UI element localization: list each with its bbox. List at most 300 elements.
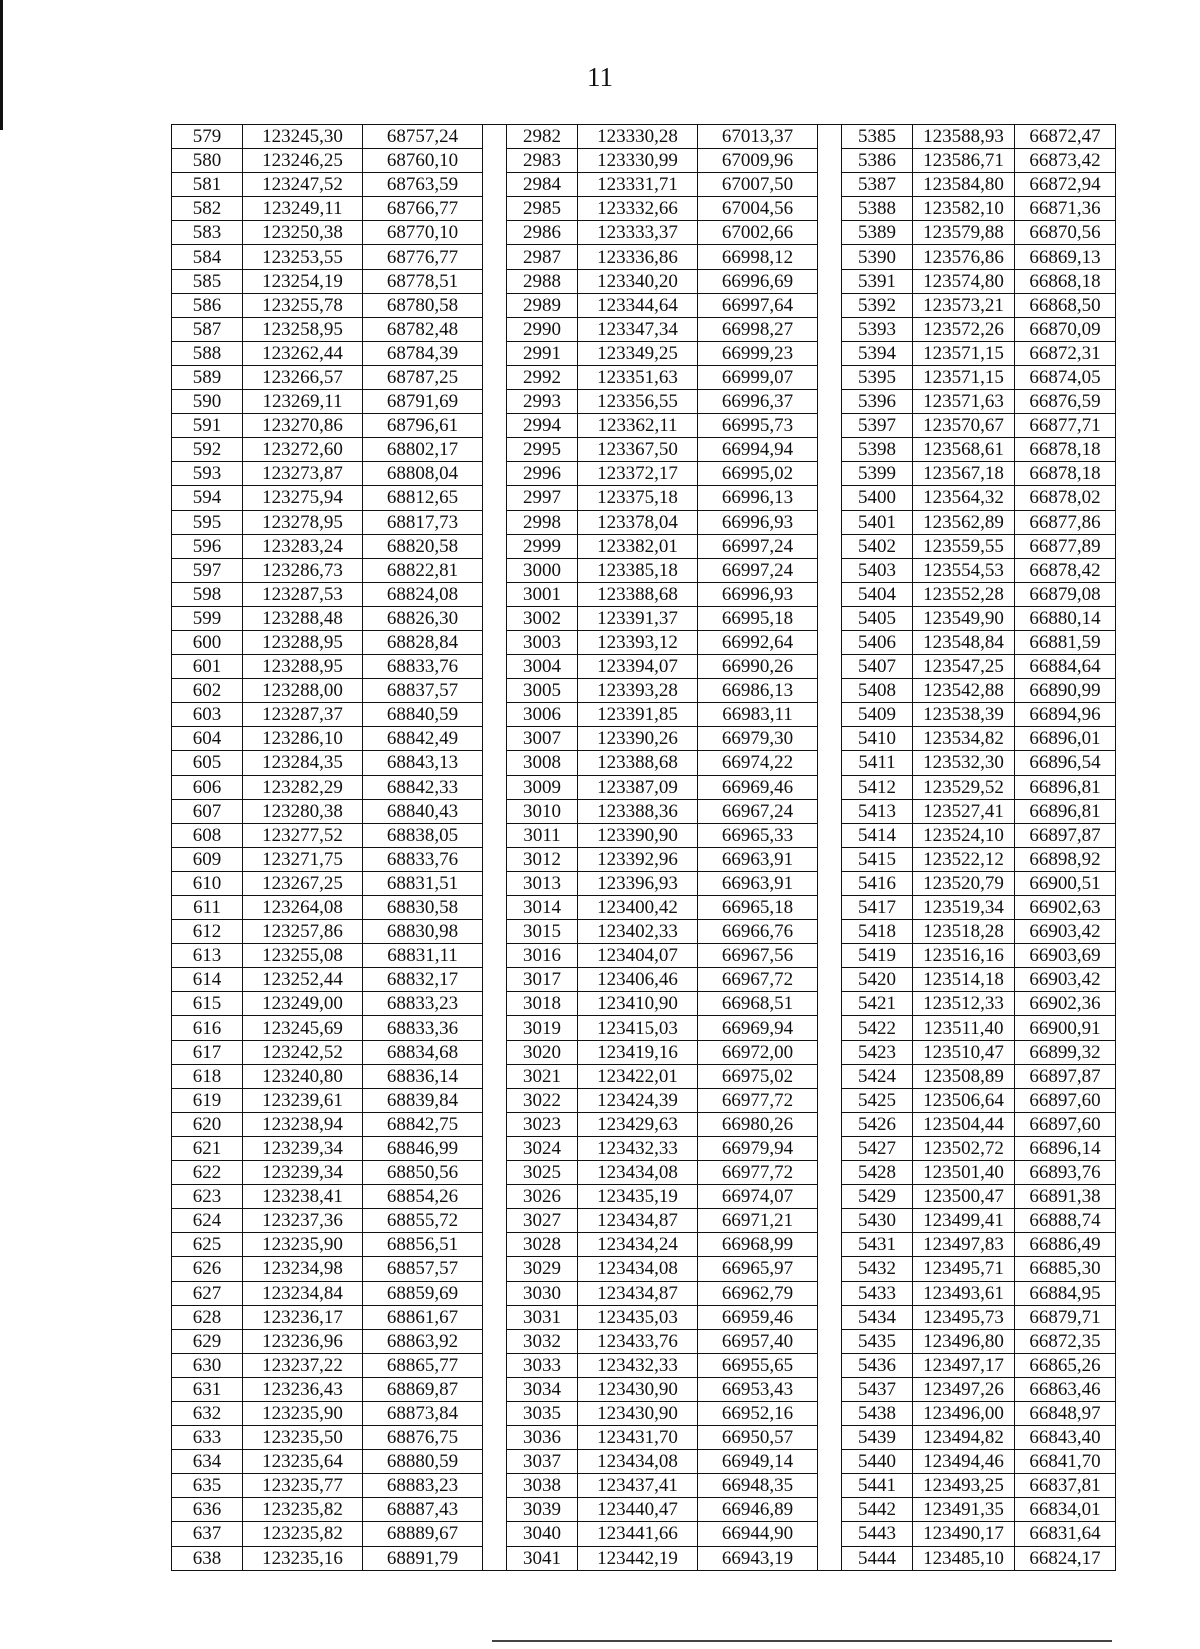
x-coordinate-cell: 123430,90	[578, 1377, 698, 1401]
column-gap	[818, 245, 842, 269]
x-coordinate-cell: 123385,18	[578, 558, 698, 582]
point-number-cell: 5410	[842, 727, 913, 751]
column-gap	[818, 125, 842, 149]
x-coordinate-cell: 123538,39	[913, 703, 1015, 727]
x-coordinate-cell: 123388,68	[578, 582, 698, 606]
point-number-cell: 5403	[842, 558, 913, 582]
x-coordinate-cell: 123283,24	[243, 534, 363, 558]
point-number-cell: 623	[172, 1185, 243, 1209]
point-number-cell: 604	[172, 727, 243, 751]
y-coordinate-cell: 66969,94	[698, 1016, 818, 1040]
table-row	[172, 293, 1116, 317]
x-coordinate-cell: 123234,84	[243, 1281, 363, 1305]
point-number-cell: 614	[172, 968, 243, 992]
x-coordinate-cell: 123330,28	[578, 125, 698, 149]
y-coordinate-cell: 68883,23	[363, 1474, 483, 1498]
point-number-cell: 628	[172, 1305, 243, 1329]
column-gap	[483, 317, 507, 341]
y-coordinate-cell: 66955,65	[698, 1353, 818, 1377]
x-coordinate-cell: 123235,90	[243, 1401, 363, 1425]
x-coordinate-cell: 123236,17	[243, 1305, 363, 1329]
y-coordinate-cell: 68776,77	[363, 245, 483, 269]
x-coordinate-cell: 123393,12	[578, 630, 698, 654]
x-coordinate-cell: 123562,89	[913, 510, 1015, 534]
y-coordinate-cell: 66878,02	[1015, 486, 1116, 510]
x-coordinate-cell: 123519,34	[913, 896, 1015, 920]
column-gap	[483, 1522, 507, 1546]
x-coordinate-cell: 123240,80	[243, 1064, 363, 1088]
point-number-cell: 3023	[507, 1112, 578, 1136]
column-gap	[818, 1233, 842, 1257]
x-coordinate-cell: 123238,41	[243, 1185, 363, 1209]
x-coordinate-cell: 123344,64	[578, 293, 698, 317]
x-coordinate-cell: 123434,08	[578, 1257, 698, 1281]
point-number-cell: 635	[172, 1474, 243, 1498]
y-coordinate-cell: 66900,91	[1015, 1016, 1116, 1040]
x-coordinate-cell: 123349,25	[578, 341, 698, 365]
y-coordinate-cell: 66879,08	[1015, 582, 1116, 606]
point-number-cell: 5392	[842, 293, 913, 317]
column-gap	[818, 630, 842, 654]
x-coordinate-cell: 123564,32	[913, 486, 1015, 510]
x-coordinate-cell: 123280,38	[243, 799, 363, 823]
table-row	[172, 1161, 1116, 1185]
point-number-cell: 5443	[842, 1522, 913, 1546]
point-number-cell: 630	[172, 1353, 243, 1377]
point-number-cell: 3037	[507, 1450, 578, 1474]
y-coordinate-cell: 66873,42	[1015, 149, 1116, 173]
column-gap	[483, 871, 507, 895]
point-number-cell: 3034	[507, 1377, 578, 1401]
point-number-cell: 593	[172, 462, 243, 486]
y-coordinate-cell: 67009,96	[698, 149, 818, 173]
x-coordinate-cell: 123434,08	[578, 1161, 698, 1185]
y-coordinate-cell: 68830,98	[363, 920, 483, 944]
y-coordinate-cell: 68780,58	[363, 293, 483, 317]
point-number-cell: 5418	[842, 920, 913, 944]
point-number-cell: 3028	[507, 1233, 578, 1257]
point-number-cell: 5401	[842, 510, 913, 534]
x-coordinate-cell: 123508,89	[913, 1064, 1015, 1088]
y-coordinate-cell: 66863,46	[1015, 1377, 1116, 1401]
x-coordinate-cell: 123235,77	[243, 1474, 363, 1498]
point-number-cell: 5411	[842, 751, 913, 775]
point-number-cell: 5407	[842, 655, 913, 679]
point-number-cell: 3027	[507, 1209, 578, 1233]
y-coordinate-cell: 66995,73	[698, 414, 818, 438]
column-gap	[818, 992, 842, 1016]
table-row	[172, 1088, 1116, 1112]
x-coordinate-cell: 123518,28	[913, 920, 1015, 944]
y-coordinate-cell: 68826,30	[363, 606, 483, 630]
x-coordinate-cell: 123235,90	[243, 1233, 363, 1257]
point-number-cell: 3035	[507, 1401, 578, 1425]
column-gap	[818, 1401, 842, 1425]
x-coordinate-cell: 123367,50	[578, 438, 698, 462]
point-number-cell: 3031	[507, 1305, 578, 1329]
table-row	[172, 896, 1116, 920]
y-coordinate-cell: 66903,42	[1015, 920, 1116, 944]
column-gap	[818, 1377, 842, 1401]
point-number-cell: 3013	[507, 871, 578, 895]
x-coordinate-cell: 123288,95	[243, 655, 363, 679]
x-coordinate-cell: 123548,84	[913, 630, 1015, 654]
y-coordinate-cell: 68817,73	[363, 510, 483, 534]
x-coordinate-cell: 123242,52	[243, 1040, 363, 1064]
x-coordinate-cell: 123247,52	[243, 173, 363, 197]
y-coordinate-cell: 66902,63	[1015, 896, 1116, 920]
x-coordinate-cell: 123362,11	[578, 414, 698, 438]
column-gap	[818, 775, 842, 799]
y-coordinate-cell: 66966,76	[698, 920, 818, 944]
column-gap	[483, 341, 507, 365]
column-gap	[483, 630, 507, 654]
table-row	[172, 823, 1116, 847]
y-coordinate-cell: 66968,51	[698, 992, 818, 1016]
point-number-cell: 5441	[842, 1474, 913, 1498]
point-number-cell: 5436	[842, 1353, 913, 1377]
point-number-cell: 629	[172, 1329, 243, 1353]
x-coordinate-cell: 123552,28	[913, 582, 1015, 606]
point-number-cell: 600	[172, 630, 243, 654]
y-coordinate-cell: 68869,87	[363, 1377, 483, 1401]
y-coordinate-cell: 68833,76	[363, 847, 483, 871]
x-coordinate-cell: 123331,71	[578, 173, 698, 197]
x-coordinate-cell: 123434,87	[578, 1209, 698, 1233]
point-number-cell: 5430	[842, 1209, 913, 1233]
point-number-cell: 612	[172, 920, 243, 944]
x-coordinate-cell: 123573,21	[913, 293, 1015, 317]
point-number-cell: 3004	[507, 655, 578, 679]
table-row	[172, 1353, 1116, 1377]
x-coordinate-cell: 123494,46	[913, 1450, 1015, 1474]
y-coordinate-cell: 66994,94	[698, 438, 818, 462]
point-number-cell: 3039	[507, 1498, 578, 1522]
column-gap	[818, 390, 842, 414]
column-gap	[483, 1401, 507, 1425]
x-coordinate-cell: 123497,26	[913, 1377, 1015, 1401]
point-number-cell: 616	[172, 1016, 243, 1040]
x-coordinate-cell: 123430,90	[578, 1401, 698, 1425]
x-coordinate-cell: 123330,99	[578, 149, 698, 173]
table-row	[172, 630, 1116, 654]
x-coordinate-cell: 123275,94	[243, 486, 363, 510]
y-coordinate-cell: 68833,36	[363, 1016, 483, 1040]
point-number-cell: 3020	[507, 1040, 578, 1064]
table-row	[172, 1498, 1116, 1522]
x-coordinate-cell: 123490,17	[913, 1522, 1015, 1546]
point-number-cell: 594	[172, 486, 243, 510]
table-row	[172, 558, 1116, 582]
y-coordinate-cell: 66896,81	[1015, 799, 1116, 823]
x-coordinate-cell: 123288,48	[243, 606, 363, 630]
x-coordinate-cell: 123392,96	[578, 847, 698, 871]
y-coordinate-cell: 67013,37	[698, 125, 818, 149]
y-coordinate-cell: 66975,02	[698, 1064, 818, 1088]
point-number-cell: 5413	[842, 799, 913, 823]
y-coordinate-cell: 68842,33	[363, 775, 483, 799]
point-number-cell: 5391	[842, 269, 913, 293]
table-row	[172, 534, 1116, 558]
point-number-cell: 2985	[507, 197, 578, 221]
x-coordinate-cell: 123497,17	[913, 1353, 1015, 1377]
y-coordinate-cell: 66872,35	[1015, 1329, 1116, 1353]
x-coordinate-cell: 123571,15	[913, 365, 1015, 389]
table-row	[172, 968, 1116, 992]
point-number-cell: 615	[172, 992, 243, 1016]
point-number-cell: 5395	[842, 365, 913, 389]
column-gap	[818, 1161, 842, 1185]
column-gap	[818, 365, 842, 389]
x-coordinate-cell: 123351,63	[578, 365, 698, 389]
y-coordinate-cell: 66949,14	[698, 1450, 818, 1474]
x-coordinate-cell: 123372,17	[578, 462, 698, 486]
point-number-cell: 617	[172, 1040, 243, 1064]
table-row	[172, 606, 1116, 630]
column-gap	[818, 896, 842, 920]
x-coordinate-cell: 123255,08	[243, 944, 363, 968]
y-coordinate-cell: 66965,33	[698, 823, 818, 847]
x-coordinate-cell: 123496,80	[913, 1329, 1015, 1353]
column-gap	[483, 149, 507, 173]
column-gap	[483, 1377, 507, 1401]
x-coordinate-cell: 123272,60	[243, 438, 363, 462]
point-number-cell: 5388	[842, 197, 913, 221]
point-number-cell: 597	[172, 558, 243, 582]
y-coordinate-cell: 66896,14	[1015, 1136, 1116, 1160]
x-coordinate-cell: 123571,63	[913, 390, 1015, 414]
x-coordinate-cell: 123495,71	[913, 1257, 1015, 1281]
point-number-cell: 3038	[507, 1474, 578, 1498]
column-gap	[483, 558, 507, 582]
table-row	[172, 703, 1116, 727]
point-number-cell: 602	[172, 679, 243, 703]
x-coordinate-cell: 123235,64	[243, 1450, 363, 1474]
y-coordinate-cell: 68889,67	[363, 1522, 483, 1546]
y-coordinate-cell: 66884,95	[1015, 1281, 1116, 1305]
column-gap	[483, 703, 507, 727]
y-coordinate-cell: 68833,23	[363, 992, 483, 1016]
point-number-cell: 5439	[842, 1426, 913, 1450]
x-coordinate-cell: 123249,00	[243, 992, 363, 1016]
y-coordinate-cell: 68843,13	[363, 751, 483, 775]
point-number-cell: 5429	[842, 1185, 913, 1209]
column-gap	[483, 1305, 507, 1329]
point-number-cell: 5428	[842, 1161, 913, 1185]
y-coordinate-cell: 66967,56	[698, 944, 818, 968]
column-gap	[818, 1281, 842, 1305]
y-coordinate-cell: 66885,30	[1015, 1257, 1116, 1281]
x-coordinate-cell: 123512,33	[913, 992, 1015, 1016]
column-gap	[483, 751, 507, 775]
point-number-cell: 591	[172, 414, 243, 438]
column-gap	[483, 1353, 507, 1377]
column-gap	[818, 1450, 842, 1474]
x-coordinate-cell: 123567,18	[913, 462, 1015, 486]
x-coordinate-cell: 123284,35	[243, 751, 363, 775]
x-coordinate-cell: 123522,12	[913, 847, 1015, 871]
point-number-cell: 2993	[507, 390, 578, 414]
point-number-cell: 611	[172, 896, 243, 920]
y-coordinate-cell: 66870,09	[1015, 317, 1116, 341]
y-coordinate-cell: 66896,01	[1015, 727, 1116, 751]
point-number-cell: 631	[172, 1377, 243, 1401]
y-coordinate-cell: 68831,51	[363, 871, 483, 895]
column-gap	[483, 462, 507, 486]
point-number-cell: 599	[172, 606, 243, 630]
column-gap	[818, 1136, 842, 1160]
table-row	[172, 221, 1116, 245]
y-coordinate-cell: 66948,35	[698, 1474, 818, 1498]
column-gap	[483, 1474, 507, 1498]
x-coordinate-cell: 123491,35	[913, 1498, 1015, 1522]
x-coordinate-cell: 123235,82	[243, 1498, 363, 1522]
point-number-cell: 613	[172, 944, 243, 968]
point-number-cell: 2996	[507, 462, 578, 486]
y-coordinate-cell: 66897,87	[1015, 823, 1116, 847]
column-gap	[818, 462, 842, 486]
x-coordinate-cell: 123432,33	[578, 1353, 698, 1377]
column-gap	[483, 582, 507, 606]
x-coordinate-cell: 123264,08	[243, 896, 363, 920]
point-number-cell: 2994	[507, 414, 578, 438]
column-gap	[483, 1064, 507, 1088]
point-number-cell: 3001	[507, 582, 578, 606]
point-number-cell: 5396	[842, 390, 913, 414]
x-coordinate-cell: 123332,66	[578, 197, 698, 221]
table-row	[172, 390, 1116, 414]
point-number-cell: 5431	[842, 1233, 913, 1257]
table-row	[172, 317, 1116, 341]
point-number-cell: 3009	[507, 775, 578, 799]
x-coordinate-cell: 123441,66	[578, 1522, 698, 1546]
y-coordinate-cell: 68840,43	[363, 799, 483, 823]
x-coordinate-cell: 123422,01	[578, 1064, 698, 1088]
y-coordinate-cell: 68891,79	[363, 1546, 483, 1570]
column-gap	[483, 1329, 507, 1353]
point-number-cell: 5440	[842, 1450, 913, 1474]
x-coordinate-cell: 123415,03	[578, 1016, 698, 1040]
y-coordinate-cell: 66974,22	[698, 751, 818, 775]
point-number-cell: 5402	[842, 534, 913, 558]
column-gap	[818, 1257, 842, 1281]
y-coordinate-cell: 66893,76	[1015, 1161, 1116, 1185]
x-coordinate-cell: 123388,68	[578, 751, 698, 775]
x-coordinate-cell: 123582,10	[913, 197, 1015, 221]
point-number-cell: 5406	[842, 630, 913, 654]
y-coordinate-cell: 66874,05	[1015, 365, 1116, 389]
x-coordinate-cell: 123576,86	[913, 245, 1015, 269]
x-coordinate-cell: 123504,44	[913, 1112, 1015, 1136]
y-coordinate-cell: 66998,12	[698, 245, 818, 269]
x-coordinate-cell: 123288,00	[243, 679, 363, 703]
column-gap	[818, 414, 842, 438]
x-coordinate-cell: 123586,71	[913, 149, 1015, 173]
x-coordinate-cell: 123542,88	[913, 679, 1015, 703]
table-row	[172, 173, 1116, 197]
point-number-cell: 3017	[507, 968, 578, 992]
point-number-cell: 3002	[507, 606, 578, 630]
point-number-cell: 5412	[842, 775, 913, 799]
table-row	[172, 1136, 1116, 1160]
column-gap	[818, 149, 842, 173]
column-gap	[483, 1088, 507, 1112]
y-coordinate-cell: 66962,79	[698, 1281, 818, 1305]
y-coordinate-cell: 66877,86	[1015, 510, 1116, 534]
y-coordinate-cell: 68820,58	[363, 534, 483, 558]
x-coordinate-cell: 123288,95	[243, 630, 363, 654]
y-coordinate-cell: 66879,71	[1015, 1305, 1116, 1329]
column-gap	[818, 173, 842, 197]
column-gap	[483, 1209, 507, 1233]
y-coordinate-cell: 66824,17	[1015, 1546, 1116, 1570]
column-gap	[818, 1474, 842, 1498]
point-number-cell: 595	[172, 510, 243, 534]
y-coordinate-cell: 68784,39	[363, 341, 483, 365]
point-number-cell: 5425	[842, 1088, 913, 1112]
point-number-cell: 3032	[507, 1329, 578, 1353]
y-coordinate-cell: 66979,94	[698, 1136, 818, 1160]
table-row	[172, 944, 1116, 968]
column-gap	[483, 510, 507, 534]
table-row	[172, 486, 1116, 510]
point-number-cell: 584	[172, 245, 243, 269]
column-gap	[483, 293, 507, 317]
x-coordinate-cell: 123239,34	[243, 1136, 363, 1160]
point-number-cell: 3000	[507, 558, 578, 582]
y-coordinate-cell: 66878,42	[1015, 558, 1116, 582]
y-coordinate-cell: 68836,14	[363, 1064, 483, 1088]
x-coordinate-cell: 123493,61	[913, 1281, 1015, 1305]
column-gap	[818, 317, 842, 341]
x-coordinate-cell: 123534,82	[913, 727, 1015, 751]
point-number-cell: 5393	[842, 317, 913, 341]
y-coordinate-cell: 68796,61	[363, 414, 483, 438]
x-coordinate-cell: 123584,80	[913, 173, 1015, 197]
x-coordinate-cell: 123238,94	[243, 1112, 363, 1136]
point-number-cell: 589	[172, 365, 243, 389]
x-coordinate-cell: 123273,87	[243, 462, 363, 486]
y-coordinate-cell: 66996,37	[698, 390, 818, 414]
y-coordinate-cell: 66997,24	[698, 534, 818, 558]
column-gap	[818, 968, 842, 992]
x-coordinate-cell: 123245,69	[243, 1016, 363, 1040]
y-coordinate-cell: 66963,91	[698, 847, 818, 871]
y-coordinate-cell: 66872,94	[1015, 173, 1116, 197]
column-gap	[818, 655, 842, 679]
x-coordinate-cell: 123419,16	[578, 1040, 698, 1064]
point-number-cell: 2991	[507, 341, 578, 365]
x-coordinate-cell: 123432,33	[578, 1136, 698, 1160]
point-number-cell: 606	[172, 775, 243, 799]
y-coordinate-cell: 66944,90	[698, 1522, 818, 1546]
column-gap	[818, 1522, 842, 1546]
y-coordinate-cell: 66995,18	[698, 606, 818, 630]
table-row	[172, 197, 1116, 221]
y-coordinate-cell: 66983,11	[698, 703, 818, 727]
point-number-cell: 3015	[507, 920, 578, 944]
point-number-cell: 638	[172, 1546, 243, 1570]
y-coordinate-cell: 66897,60	[1015, 1112, 1116, 1136]
y-coordinate-cell: 66977,72	[698, 1088, 818, 1112]
point-number-cell: 5433	[842, 1281, 913, 1305]
y-coordinate-cell: 68824,08	[363, 582, 483, 606]
x-coordinate-cell: 123496,00	[913, 1401, 1015, 1425]
point-number-cell: 5432	[842, 1257, 913, 1281]
y-coordinate-cell: 66952,16	[698, 1401, 818, 1425]
point-number-cell: 5385	[842, 125, 913, 149]
point-number-cell: 5415	[842, 847, 913, 871]
